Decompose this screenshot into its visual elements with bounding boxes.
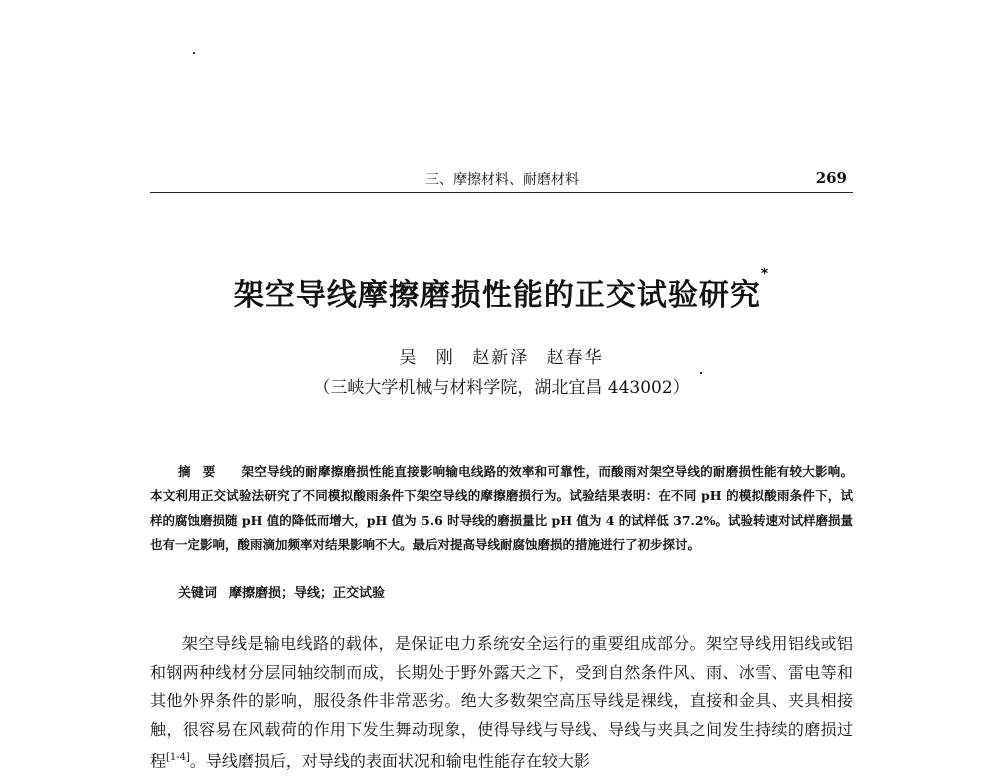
affiliation: （三峡大学机械与材料学院，湖北宜昌 443002） (313, 378, 690, 398)
page-number: 269 (815, 169, 847, 187)
title-footnote-mark: * (760, 266, 770, 282)
abstract-label: 摘要 (178, 464, 228, 479)
keywords (178, 582, 385, 601)
keywords-text: 摩擦磨损；导线；正交试验 (229, 586, 386, 601)
authors: 吴 刚 赵新泽 赵春华 (399, 348, 604, 368)
abstract-text: 架空导线的耐摩擦磨损性能直接影响输电线路的效率和可靠性，而酸雨对架空导线的耐磨损性能有较大影响。本文利用正交试验法研究了不同模拟酸雨条件下架空导线的摩擦磨损行为。试验结果表明：在不同 pH 的模拟酸雨条件下，试样的腐蚀磨损随 pH 值的降低而增大，pH 值为 5.6 时导线的磨损量比 pH 值为 4 的试样低 37.2%。试验转速对试样磨损量也有一定影响，酸雨滴加频率对结果影响不大。最后对提高导线耐腐蚀磨损的措施进行了初步探讨。 (150, 464, 853, 552)
paper-title (150, 266, 853, 314)
running-header (150, 168, 853, 193)
body-text: 架空导线是输电线路的载体，是保证电力系统安全运行的重要组成部分。架空导线用铝线或铝和钢两种线材分层同轴绞制而成，长期处于野外露天之下，受到自然条件风、雨、冰雪、雷电等和其他外界条件的影响，服役条件非常恶劣。绝大多数架空高压导线是裸线，直接和金具、夹具相接触，很容易在风载荷的作用下发生舞动现象，使得导线与导线、导线与夹具之间发生持续的磨损过程 (150, 634, 853, 771)
section-title: 三、摩擦材料、耐磨材料 (425, 172, 579, 188)
citation: [1-4] (166, 752, 190, 763)
body-paragraph (150, 630, 853, 776)
abstract (150, 460, 853, 557)
paper-title-text: 架空导线摩擦磨损性能的正交试验研究 (233, 278, 761, 313)
keywords-label: 关键词 (178, 586, 218, 601)
scan-speck (193, 52, 195, 54)
body-text-continued: 。导线磨损后，对导线的表面状况和输电性能存在较大影 (189, 751, 590, 771)
